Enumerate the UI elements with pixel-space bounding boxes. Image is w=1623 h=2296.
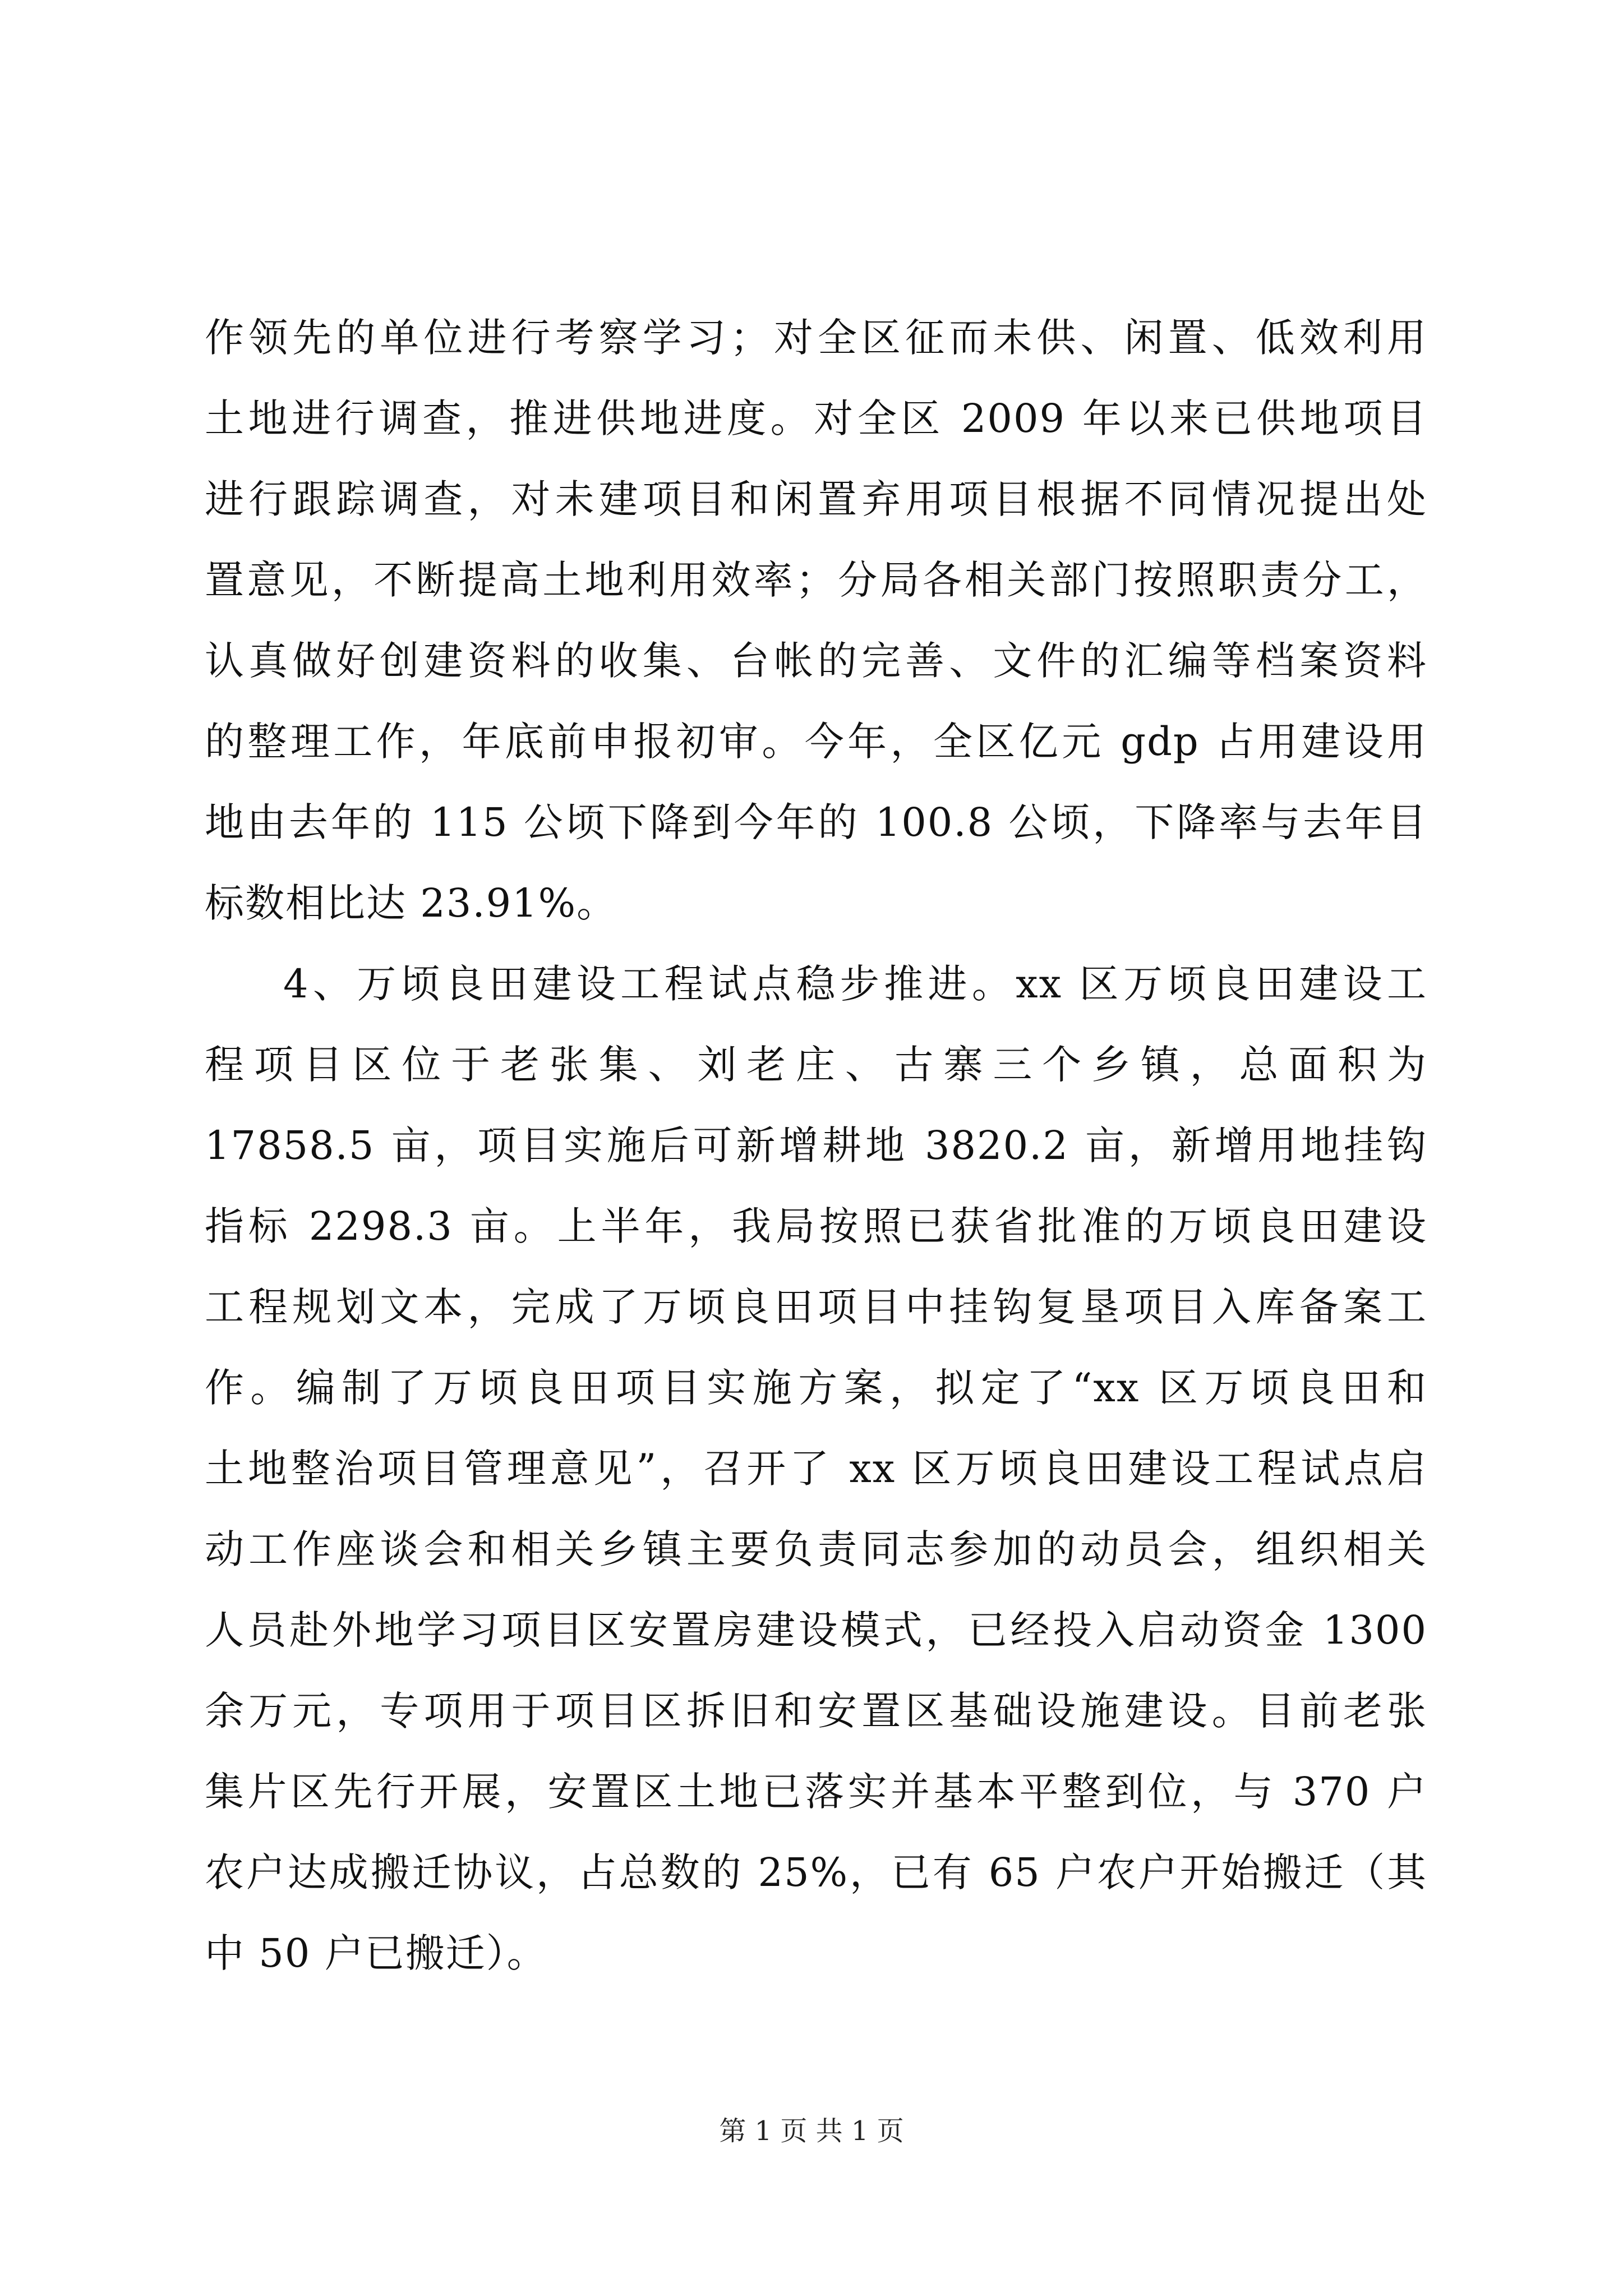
paragraph-line: 置意见，不断提高土地利用效率；分局各相关部门按照职责分工， bbox=[205, 557, 1427, 603]
paragraph-line: 17858.5 亩，项目实施后可新增耕地 3820.2 亩，新增用地挂钩 bbox=[205, 1122, 1427, 1168]
paragraph-line: 土地整治项目管理意见”，召开了 xx 区万顷良田建设工程试点启 bbox=[205, 1446, 1427, 1492]
paragraph-line: 标数相比达 23.91%。 bbox=[205, 880, 617, 926]
paragraph-line: 进行跟踪调查，对未建项目和闲置弃用项目根据不同情况提出处 bbox=[205, 476, 1427, 522]
paragraph-line: 土地进行调查，推进供地进度。对全区 2009 年以来已供地项目 bbox=[205, 395, 1427, 441]
paragraph-line: 农户达成搬迁协议，占总数的 25%，已有 65 户农户开始搬迁（其 bbox=[205, 1849, 1427, 1895]
paragraph-line: 作。编制了万顷良田项目实施方案，拟定了“xx 区万顷良田和 bbox=[205, 1365, 1427, 1411]
paragraph-1 bbox=[205, 297, 1427, 944]
page-number-footer: 第 1 页 共 1 页 bbox=[719, 2115, 904, 2147]
paragraph-line: 程项目区位于老张集、刘老庄、古寨三个乡镇，总面积为 bbox=[205, 1042, 1427, 1088]
paragraph-line: 中 50 户已搬迁）。 bbox=[205, 1930, 547, 1976]
paragraph-line: 人员赴外地学习项目区安置房建设模式，已经投入启动资金 1300 bbox=[205, 1607, 1427, 1653]
paragraph-line: 集片区先行开展，安置区土地已落实并基本平整到位，与 370 户 bbox=[205, 1769, 1427, 1815]
paragraph-line: 作领先的单位进行考察学习；对全区征而未供、闲置、低效利用 bbox=[205, 315, 1427, 361]
paragraph-2 bbox=[205, 944, 1427, 1994]
paragraph-line: 余万元，专项用于项目区拆旧和安置区基础设施建设。目前老张 bbox=[205, 1688, 1427, 1734]
paragraph-line: 工程规划文本，完成了万顷良田项目中挂钩复垦项目入库备案工 bbox=[205, 1284, 1427, 1330]
paragraph-line: 的整理工作，年底前申报初审。今年，全区亿元 gdp 占用建设用 bbox=[205, 719, 1427, 765]
paragraph-line: 指标 2298.3 亩。上半年，我局按照已获省批准的万顷良田建设 bbox=[205, 1203, 1427, 1249]
paragraph-line: 动工作座谈会和相关乡镇主要负责同志参加的动员会，组织相关 bbox=[205, 1526, 1427, 1572]
paragraph-line: 认真做好创建资料的收集、台帐的完善、文件的汇编等档案资料 bbox=[205, 638, 1427, 684]
document-body bbox=[205, 297, 1427, 1994]
paragraph-line: 4、万顷良田建设工程试点稳步推进。xx 区万顷良田建设工 bbox=[283, 961, 1427, 1007]
paragraph-line: 地由去年的 115 公顷下降到今年的 100.8 公顷，下降率与去年目 bbox=[205, 799, 1427, 845]
